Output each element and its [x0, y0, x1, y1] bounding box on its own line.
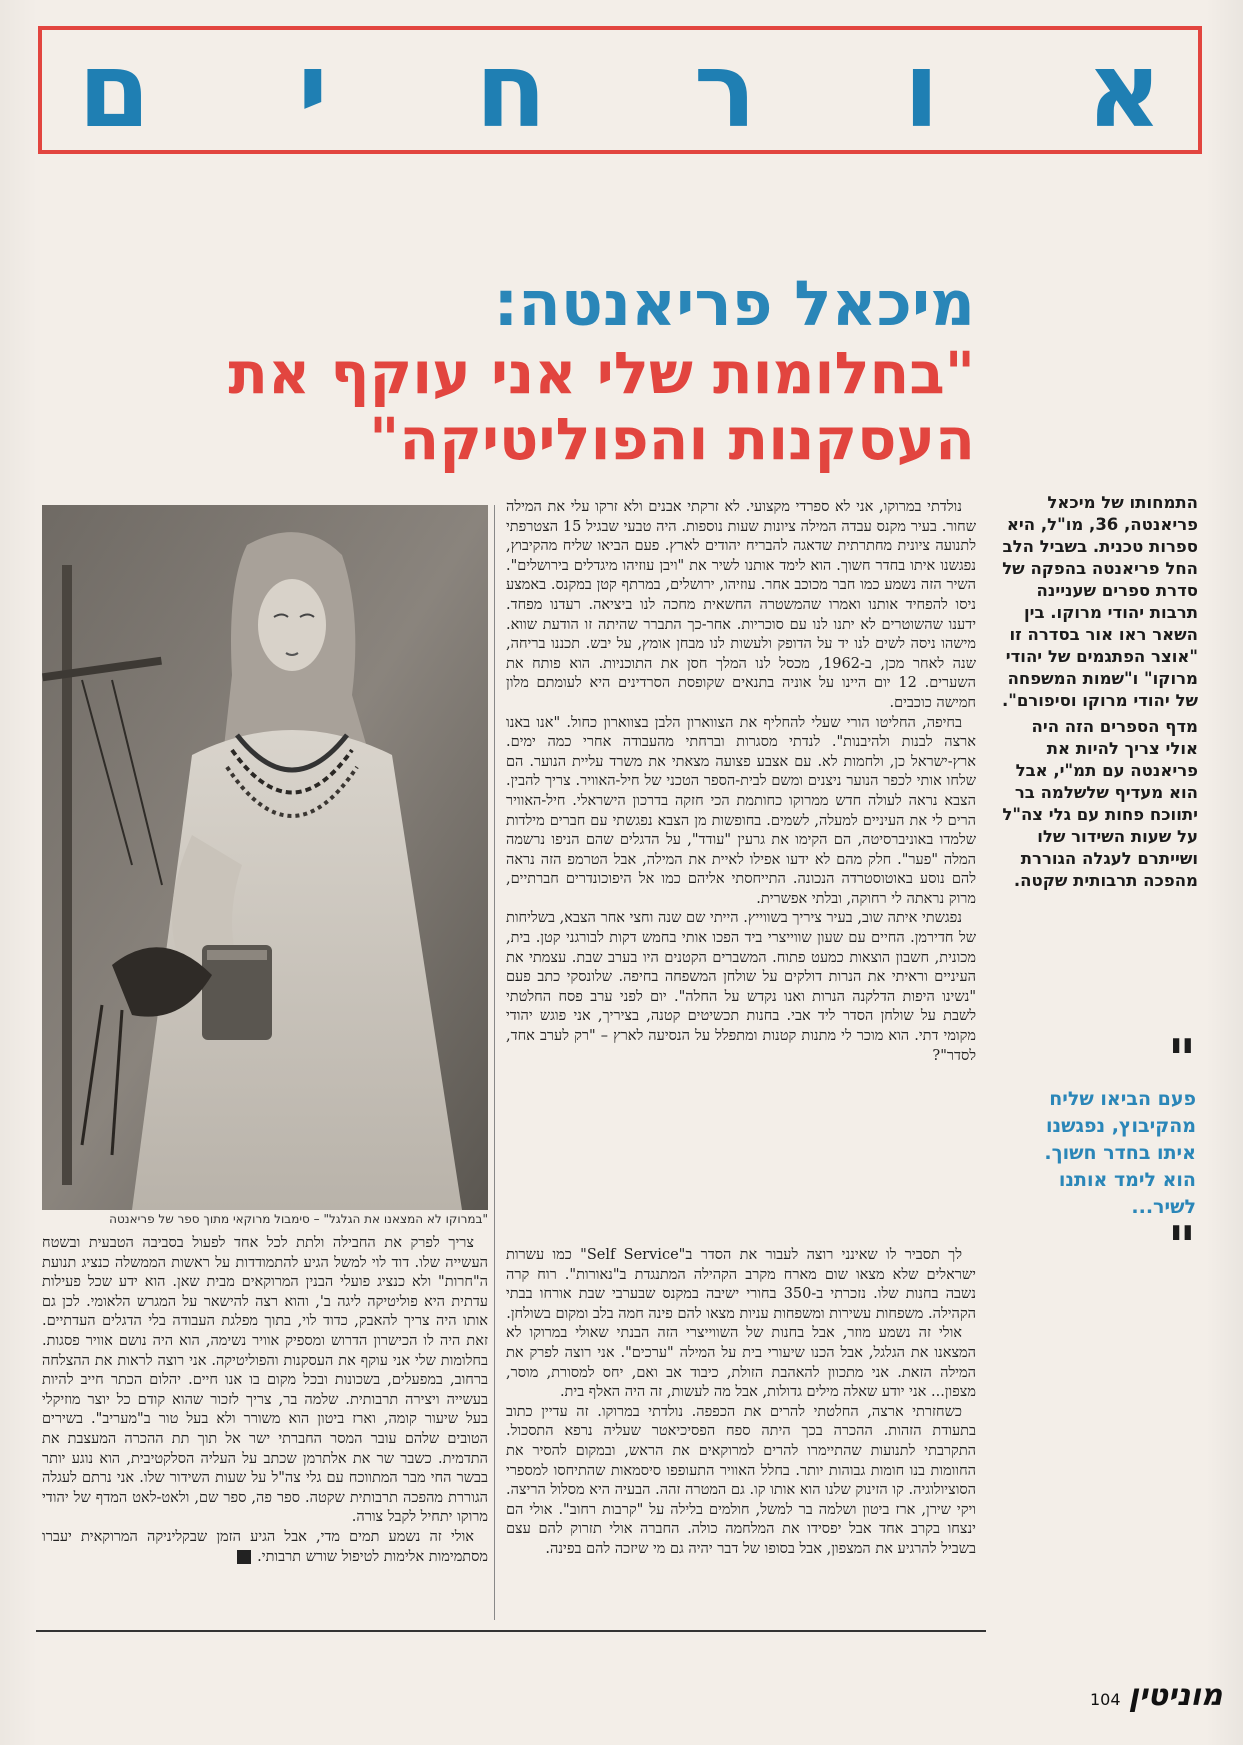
headline — [215, 268, 975, 472]
article-closing-text: אולי זה נשמע תמים מדי, אבל הגיע הזמן שבקליניקה המרוקאית יעברו מסתמימות אלימות לטיפול שורש תרבותי. — [42, 1528, 488, 1565]
intro-paragraph: מדף הספרים הזה היה אולי צריך להיות את פריאנטה עם תמ"י, אבל הוא מעדיף שלשלמה בר יתווכח פחות עם גלי צה"ל על שעות השידור שלו ושייתרם לעגלה הגוררת מהפכה תרבותית שקטה. — [1002, 717, 1198, 890]
header-letter-2: ו — [903, 29, 940, 151]
header-letter-1: א — [1086, 29, 1162, 151]
article-paragraph: לך תסביר לו שאינני רוצה לעבור את הסדר ב"Self Service" כמו עשרות ישראלים שלא מצאו שום מארח מקרב הקהילה המתנגדת ב"נאורות". רוח קרה נשבה בחנות שלו. נזכרתי ב-350 בחורי ישיבה במקנס שבערבי שבת אורחו בבתי הקהילה. משפחות עשירות ומשפחות עניות מצאו להם פינה חמה בלב ומקום בשולחן. — [506, 1247, 976, 1322]
headline-name: מיכאל פריאנטה: — [493, 267, 975, 340]
column-divider — [494, 505, 495, 1620]
article-column-left — [42, 1234, 488, 1619]
headline-quote-line-2: העסקנות והפוליטיקה" — [369, 405, 975, 473]
header-letter-6: ם — [78, 29, 151, 151]
article-column-main-continued — [506, 1246, 976, 1619]
intro-sidebar — [998, 492, 1198, 896]
article-paragraph: נפגשתי איתה שוב, בעיר ציריך בשווייץ. הייתי שם שנה וחצי אחר הצבא, בשליחות של חדירמן. החיים עם שעון שווייצרי ביד הפכו אותי בחמש דקות לבורגני קטן. בית, מכונית, חשבון הוצאות כמעט פתוח. המשברים הקטנים היו בערב שבת. עצמתי את העיניים וראיתי את הנרות דולקים על שולחן המשפחה בחיפה. שלונסקי כתב פעם "נשינו היפות הדלקנה הנרות ואנו נקדש על החלה". יום לפני ערב פסח החלטתי לשבת על שולחן הסדר ליד אבי. בחנות תכשיטים קטנה, בציריך, אני פוגש יהודי מקומי דתי. הוא מוכר לי מתנות קטנות ומתפלל על הנסיעה לארץ – "רק לערב אחד, לסדר"? — [506, 910, 976, 1064]
page-number: 104 — [1090, 1690, 1121, 1709]
pull-quote-text: פעם הביאו שליח מהקיבוץ, נפגשנו איתו בחדר חשוך. הוא לימד אותנו לשיר... — [1044, 1088, 1196, 1218]
end-of-article-icon — [237, 1550, 251, 1564]
header-letter-3: ר — [693, 29, 757, 151]
intro-paragraph: התמחותו של מיכאל פריאנטה, 36, מו"ל, היא ספרות טכנית. בשביל הלב החל פריאנטה בהפקה של סדרת ספרים שעניינה תרבות יהודי מרוקו. בין השאר ראו אור בסדרה זו "אוצר הפתגמים של יהודי מרוקו" ו"שמות המשפחה של יהודי מרוקו וסיפורם". — [1001, 493, 1198, 710]
photo-woman-traditional-dress-icon — [42, 505, 488, 1210]
header-letter-5: י — [297, 29, 329, 151]
pull-quote — [1010, 1028, 1196, 1278]
article-paragraph: נולדתי במרוקו, אני לא ספרדי מקצועי. לא זרקתי אבנים ולא זרקו עלי את המילה שחור. בעיר מקנס עבדה המילה ציונות שעות נוספות. היה טבעי שבגיל 15 הצטרפתי לתנועה ציונית מחתרתית שדאגה להבריח יהודים לארץ. פעם הביאו שליח מהקיבוץ, נפגשנו איתו בחדר חשוך. הוא לימד אותנו לשיר את "ויבן עוזיהו מיגדלים בירושלים". השיר הזה נשמע כמו חבר מכוכב אחר. עוזיהו, ירושלים, במרתף קטן במקנס. באמצע ניסו להפחיד אותנו ואמרו שהמשטרה החשאית מחכה לנו ביציאה. רעדנו מפחד. ידענו שהשוטרים לא יתנו לנו עם סוכריות. אחר-כך התברר שהיתה זו הודעת שווא. מישהו ניסה לשים לנו יד על הדופק ולעשות לנו מבחן אומץ, על יבש. תכננו בריחה, שנה לאחר מכן, ב-1962, מכסל לנו המלך חסן את התוכניות. הוא פותח את השערים. 12 יום היינו על אוניה בתנאים שקופסת הסרדינים היא לעומתם מלון חמישה כוכבים. — [506, 499, 976, 711]
quote-open-icon: " — [1167, 1028, 1196, 1091]
article-paragraph: צריך לפרק את החבילה ולתת לכל אחד לפעול בסביבה הטבעית ובשטח העשייה שלו. דוד לוי למשל הגיע להתמודדות על ראשות הממשלה כנציג תנועת ה"חרות" ולא כנציג פועלי הבנין המרוקאים מבית שאן. הוא ידע שכל פעילות עדתית היא פוליטיקה ליגה ב', והוא רצה להישאר על המגרש הלאומי. לכן גם אותו היה צריך להאבק, כדוד לוי, בתוך מפלגת העבודה בלי הדגלים העדתיים. זאת היה לו הכישרון הדרוש ומספיק אוויר נשימה, הוא היה נושם אוויר פסגות. בחלומות שלי אני עוקף את העסקנות והפוליטיקה. אני רוצה לראות את ההצלחה ברחוב, במפעלים, בשכונות ובכל מקום בו אנו חיים. יהלום הכתר חייב להיות בעשייה ויצירה תרבותית. שלמה בר, צריך לזכור שהוא קודם כל יוצר מוזיקלי בעל שיעור קומה, וארז ביטון הוא משורר ולא בעל טור ב"מעריב". בשירים הטובים שלהם עובר המסר החברתי ישר אל תוך תת ההכרה המעצבת את התדמית. כשבר שר את אלתרמן שכתב על העליה הסלקטיבית, הוא נוגע יותר בבשר החי מבר המתווכח עם גלי צה"ל על שעות השידור שלו. אני נרתם לעגלה הגוררת מהפכה תרבותית שקטה. ספר פה, ספר שם, ולאט-לאט המדף של יהודי מרוקו יתחיל לקבל צורה. — [42, 1235, 488, 1526]
photo-caption: "במרוקו לא המצאנו את הגלגל" – סימבול מרוקאי מתוך ספר של פריאנטה — [109, 1212, 488, 1226]
article-paragraph: בחיפה, החליטו הורי שעלי להחליף את הצווארון הלבן בצווארון כחול. "אנו באנו ארצה לבנות ולהיבנות". לנדתי מסגרות וברחתי מהעבודה אחרי כמה ימים. ארץ-ישראל כן, ולחמות לא. עם אצבע פצועה מצאתי את משרד עליית הנוער. הם שלחו אותי לכפר הנוער ניצנים ומשם לבית-הספר הטכני של חיל-האוויר. צריך להבין. הצבא נראה לעולה חדש ממרוקו כחותמת הכי חזקה בדרכון הישראלי. חיל-האוויר הרים לי את העיניים למעלה, לשמים. בחופשות מן הצבא נפגשתי עם חברים מילדות שלמדו באוניברסיטה, הם הקימו את גרעין "עודד", על הדגלים שהם הניפו נרשמה המלה "פער". חלק מהם לא ידעו אפילו לאיית את המילה, אבל הטרמפ הזה נראה להם נוסע באוטוסטרדה הנכונה. התייחסתי אליהם כמו אל היפוכונדרים חברתיים, מרוק נראתה לי רחוקה, ובלתי אפשרית. — [506, 714, 976, 907]
magazine-logo: מוניטין — [1128, 1678, 1223, 1713]
article-paragraph — [42, 1528, 488, 1567]
article-paragraph: כשחזרתי ארצה, החלטתי להרים את הכפפה. נולדתי במרוקו. זה עדיין כתוב בתעודת הזהות. ההכרה בכך היתה ספח הפסיכיאטר שעליה נרפא התסכול. התקרבתי לתנועות שהתיימרו להרים למרוקאים את הראש, ובמקום להסיר את החוומות בנו חומות גבוהות יותר. בחלל האוויר התעופפו סיסמאות שהתיחסו למספרי הסוציולוגיה. קו הזינוק שלנו הוא אותו קו. גם המטרה זהה. הבעיה היא מסלול הריצה. ויקי שירן, ארז ביטון ושלמה בר למשל, חולמים בלילה על "קרבות רחוב". אולי הם ינצחו בקרב אחד אבל יפסידו את המלחמה כולה. החברה אולי תזרוק להם עצם בשביל להרגיע את המצפון, אבל בסופו של דבר יהיה גם מי שיזכה להם בפינה. — [506, 1403, 976, 1557]
article-column-main — [506, 498, 976, 1243]
article-photo — [42, 505, 488, 1210]
page-footer — [1090, 1678, 1223, 1713]
headline-quote-line-1: "בחלומות שלי אני עוקף את — [228, 339, 975, 407]
quote-close-icon: " — [1167, 1215, 1196, 1278]
bottom-rule — [36, 1630, 986, 1632]
section-header-frame — [38, 26, 1202, 154]
article-paragraph: אולי זה נשמע מוזר, אבל בחנות של השווייצרי הזה הבנתי שאולי במרוקו לא המצאנו את הגלגל, אבל הכנו שיעורי בית על המילה "ערכים". אני רוצה לפרק את המילה הזאת. אני מתכוון להאהבת הזולת, כיבוד אב ואם, יחס למסורת, מוסר, מצפון... אני יודע שאלה מילים גדולות, אבל מה לעשות, זה היה האלף בית. — [506, 1325, 976, 1401]
header-letter-4: ח — [475, 29, 547, 151]
